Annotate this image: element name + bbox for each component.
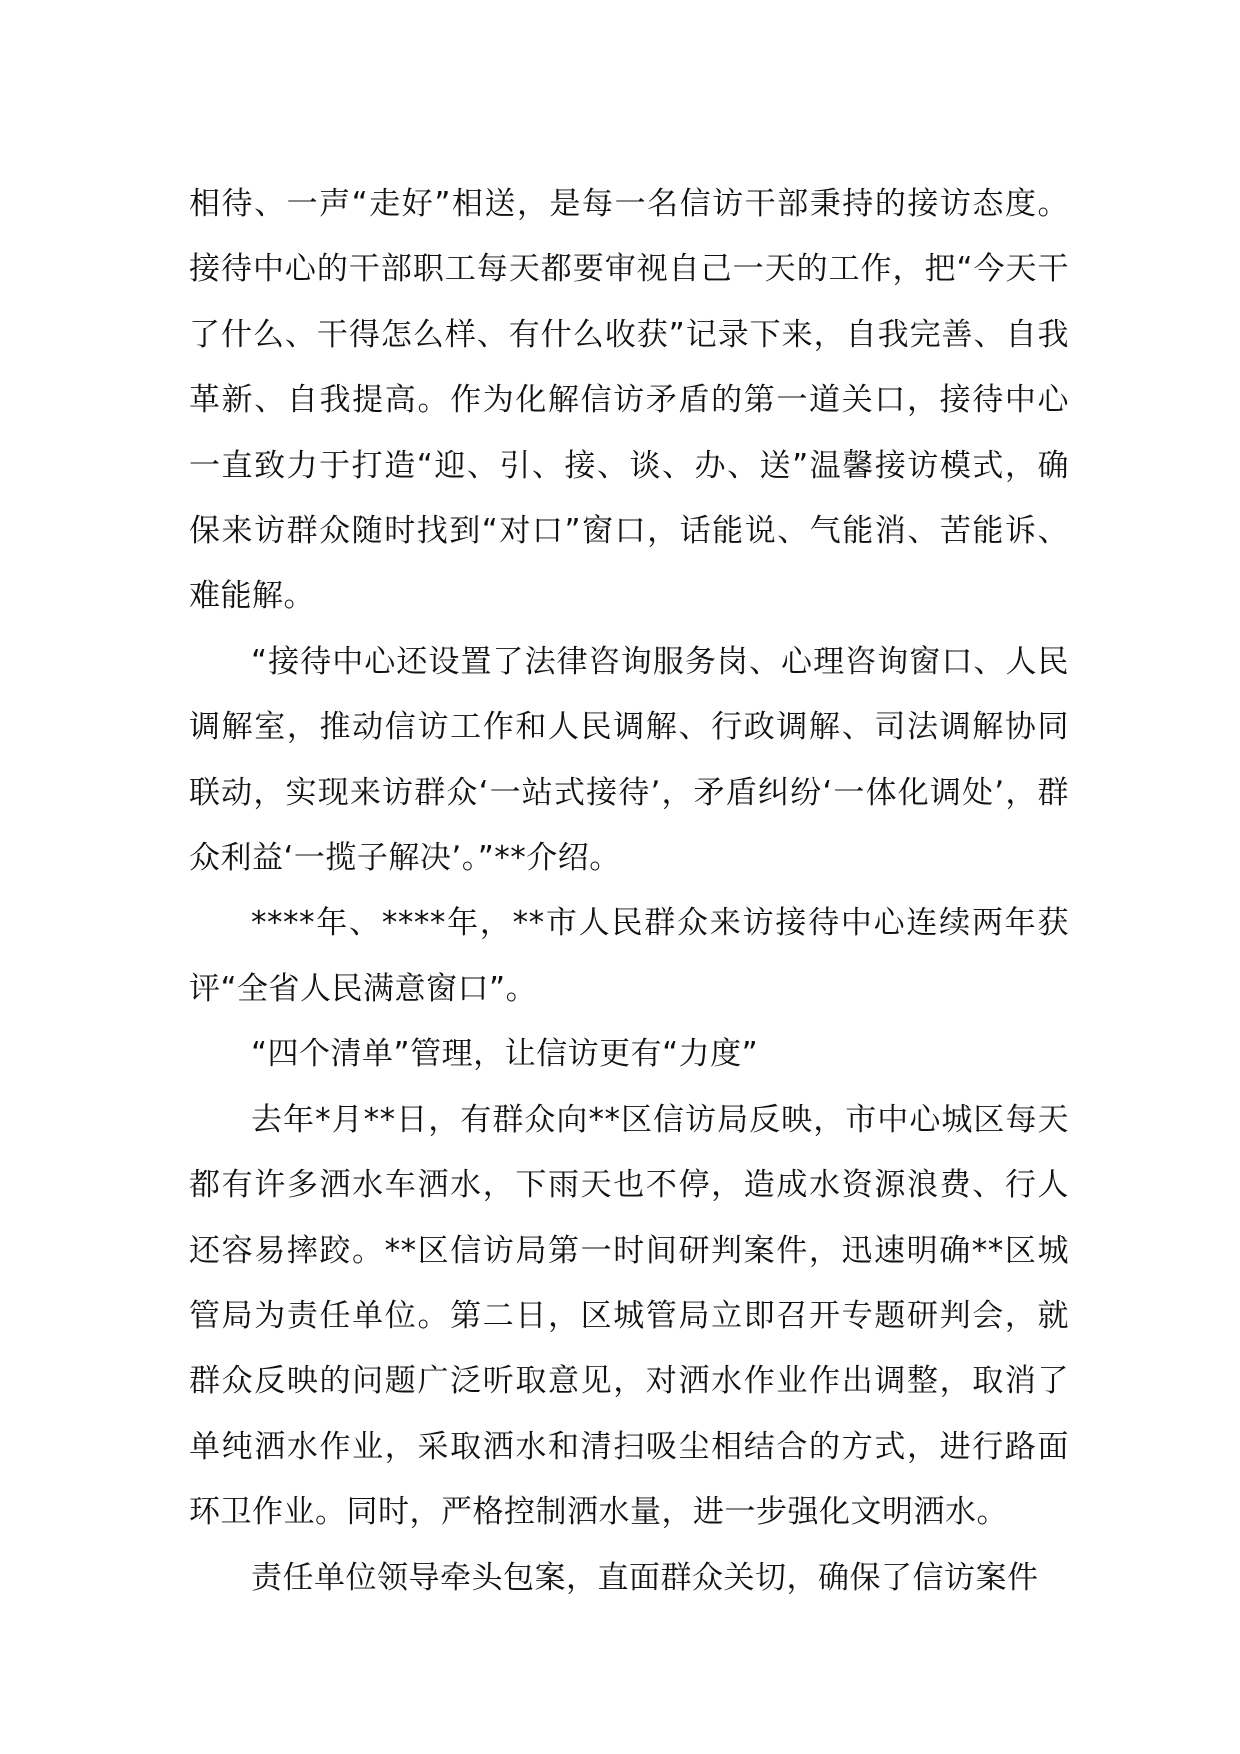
paragraph-5: 责任单位领导牵头包案，直面群众关切，确保了信访案件: [251, 1559, 1039, 1596]
section-heading: “四个清单”管理，让信访更有“力度”: [251, 1036, 759, 1073]
paragraph-1: 相待、一声“走好”相送，是每一名信访干部秉持的接访态度。接待中心的干部职工每天都要审视自己一天的工作，把“今天干了什么、干得怎么样、有什么收获”记录下来，自我完善、自我革新、自我提高。作为化解信访矛盾的第一道关口，接待中心一直致力于打造“迎、引、接、谈、办、送”温馨接访模式，确保来访群众随时找到“对口”窗口，话能说、气能消、苦能诉、难能解。: [189, 186, 1069, 615]
document-body: [189, 172, 1069, 1611]
paragraph-2: “接待中心还设置了法律咨询服务岗、心理咨询窗口、人民调解室，推动信访工作和人民调解、行政调解、司法调解协同联动，实现来访群众‘一站式接待’，矛盾纠纷‘一体化调处’，群众利益‘一揽子解决’。”**介绍。: [189, 643, 1069, 877]
paragraph-3: ****年、****年，**市人民群众来访接待中心连续两年获评“全省人民满意窗口”。: [189, 905, 1069, 1007]
paragraph-4: 去年*月**日，有群众向**区信访局反映，市中心城区每天都有许多洒水车洒水，下雨天也不停，造成水资源浪费、行人还容易摔跤。**区信访局第一时间研判案件，迅速明确**区城管局为责任单位。第二日，区城管局立即召开专题研判会，就群众反映的问题广泛听取意见，对洒水作业作出调整，取消了单纯洒水作业，采取洒水和清扫吸尘相结合的方式，进行路面环卫作业。同时，严格控制洒水量，进一步强化文明洒水。: [189, 1101, 1069, 1531]
